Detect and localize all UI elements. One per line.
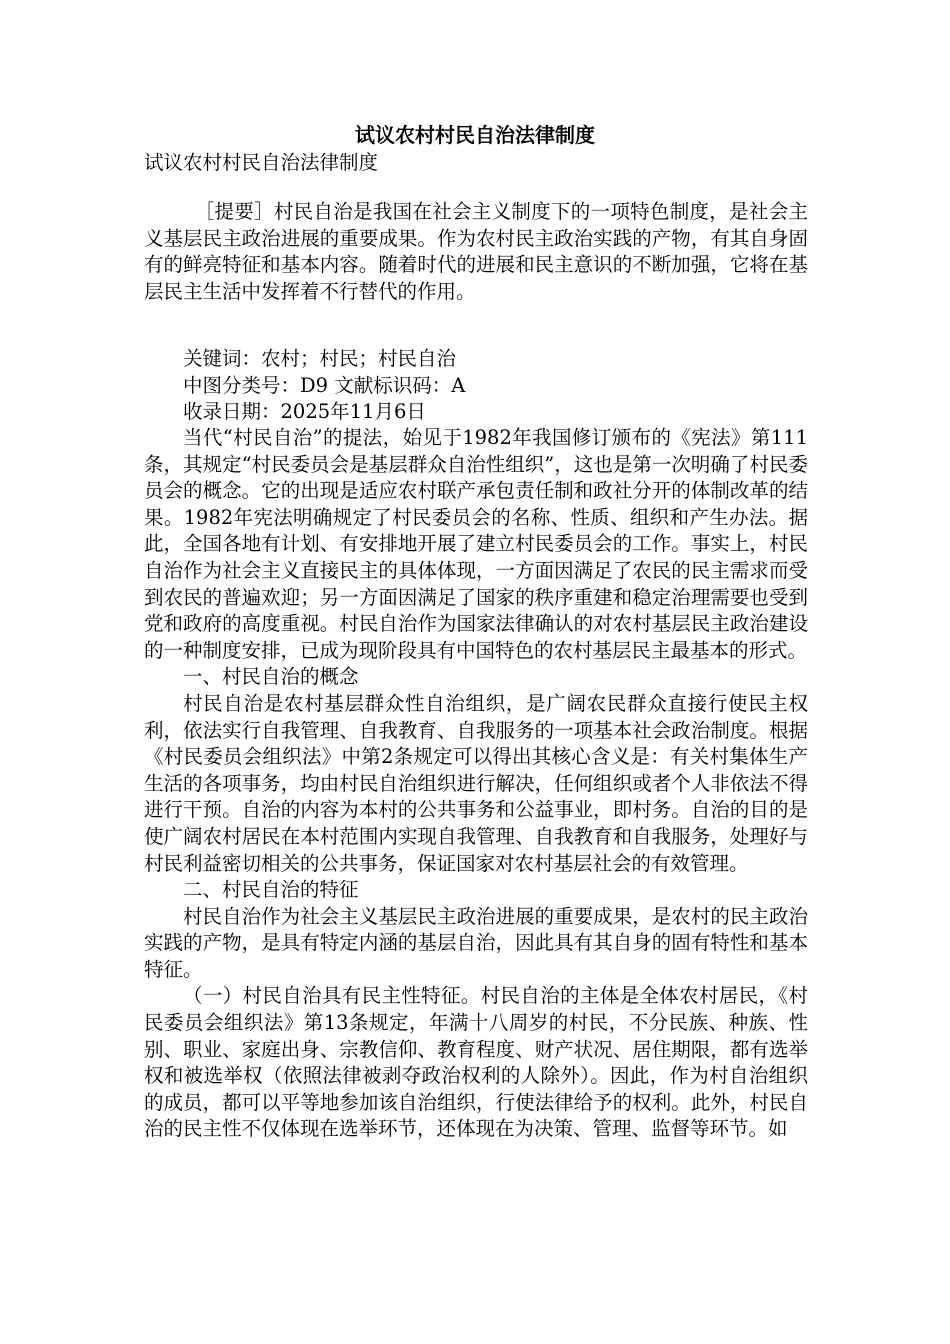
document-title: 试议农村村民自治法律制度 [355,123,595,147]
body-paragraph: 村民自治是农村基层群众性自治组织，是广阔农民群众直接行使民主权利，依法实行自我管理、自我教育、自我服务的一项基本社会政治制度。根据《村民委员会组织法》中第2条规定可以得出其核心含义是：有关村集体生产生活的各项事务，均由村民自治组织进行解决，任何组织或者个人非依法不得进行干预。自治的内容为本村的公共事务和公益事业，即村务。自治的目的是使广阔农村居民在本村范围内实现自我管理、自我教育和自我服务，处理好与村民利益密切相关的公共事务，保证国家对农村基层社会的有效管理。 [144,691,808,875]
body-paragraph: 村民自治作为社会主义基层民主政治进展的重要成果，是农村的民主政治实践的产物，是具有特定内涵的基层自治，因此具有其自身的固有特性和基本特征。 [144,904,808,981]
metadata-block [144,346,808,426]
section-heading: 二、村民自治的特征 [183,878,359,902]
body-content [144,425,808,1143]
abstract-text: ［提要］村民自治是我国在社会主义制度下的一项特色制度，是社会主义基层民主政治进展的重要成果。作为农村民主政治实践的产物，有其自身固有的鲜亮特征和基本内容。随着时代的进展和民主意识的不断加强，它将在基层民主生活中发挥着不行替代的作用。 [144,200,808,303]
body-paragraph: 当代“村民自治”的提法，始见于1982年我国修订颁布的《宪法》第111条，其规定“村民委员会是基层群众自治性组织”，这也是第一次明确了村民委员会的概念。它的出现是适应农村联产承包责任制和政社分开的体制改革的结果。1982年宪法明确规定了村民委员会的名称、性质、组织和产生办法。据此，全国各地有计划、有安排地开展了建立村民委员会的工作。事实上，村民自治作为社会主义直接民主的具体体现，一方面因满足了农民的民主需求而受到农民的普遍欢迎；另一方面因满足了国家的秩序重建和稳定治理需要也受到党和政府的高度重视。村民自治作为国家法律确认的对农村基层民主政治建设的一种制度安排，已成为现阶段具有中国特色的农村基层民主最基本的形式。 [144,426,808,662]
body-paragraph: （一）村民自治具有民主性特征。村民自治的主体是全体农村居民，《村民委员会组织法》第13条规定，年满十八周岁的村民，不分民族、种族、性别、职业、家庭出身、宗教信仰、教育程度、财产状况、居住期限，都有选举权和被选举权（依照法律被剥夺政治权利的人除外）。因此，作为村自治组织的成员，都可以平等地参加该自治组织，行使法律给予的权利。此外，村民自治的民主性不仅体现在选举环节，还体现在为决策、管理、监督等环节。如 [144,984,808,1141]
received-date-line: 收录日期：2025年11月6日 [183,400,426,424]
keywords-line: 关键词：农村；村民；村民自治 [183,347,457,370]
section-heading: 一、村民自治的概念 [183,665,359,689]
document-subtitle: 试议农村村民自治法律制度 [144,151,379,174]
classification-line: 中图分类号：D9 文献标识码：A [183,373,466,397]
abstract-block [144,199,808,305]
